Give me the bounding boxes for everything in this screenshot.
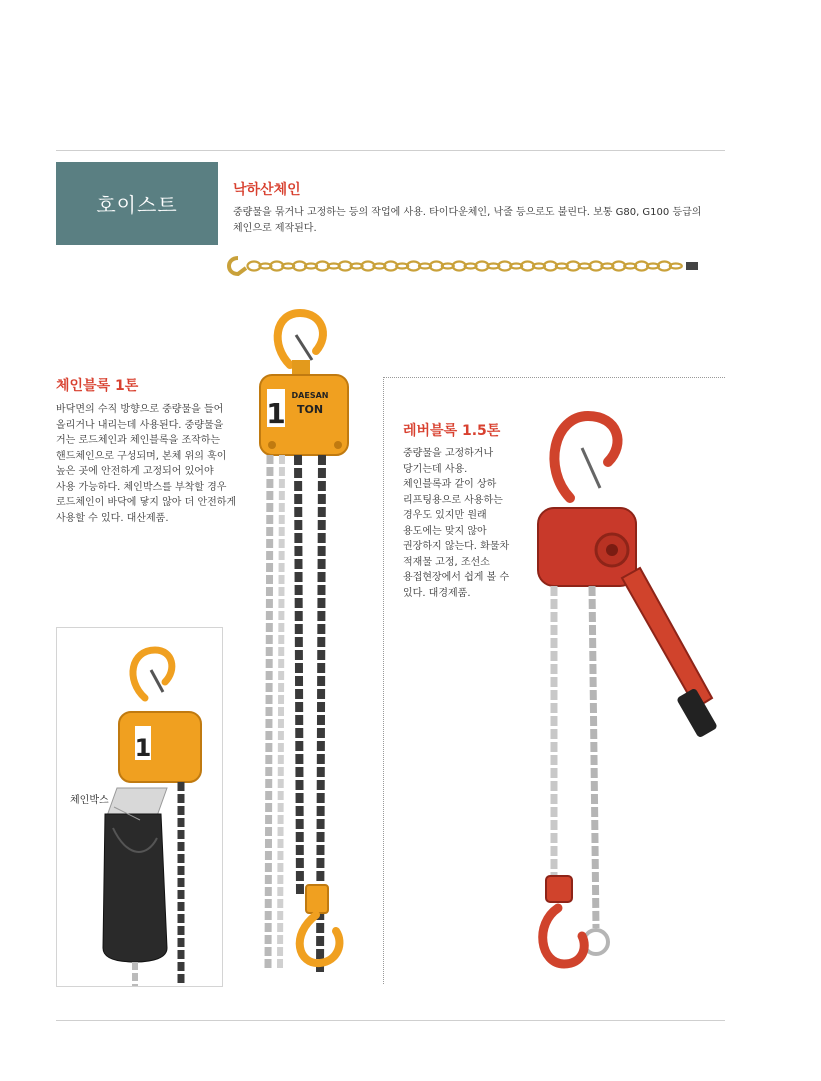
chain-block-num: 1 <box>266 397 286 430</box>
chain-box-callout: 체인박스 <box>70 795 109 806</box>
lever-block-image <box>530 408 730 978</box>
svg-text:1: 1 <box>134 734 152 762</box>
section-title: 호이스트 <box>96 193 178 217</box>
chain-block-brand: DAESAN <box>291 391 329 400</box>
lever-block-description: 중량물을 고정하거나 당기는데 사용. 체인블록과 같이 상하 리프팅용으로 사용하는 경우도 있지만 원래 용도에는 맞지 않아 권장하지 않는다. 화물차 적재물 고정, 조선소 용접현장에서 쉽게 볼 수 있다. 대경제품. <box>403 448 510 599</box>
chain-block-title: 체인블록 1톤 <box>56 378 139 394</box>
lever-block-title: 레버블록 1.5톤 <box>403 423 501 439</box>
falling-chain-description: 중량물을 묶거나 고정하는 등의 작업에 사용. 타이다운체인, 낙줄 등으로도 불린다. 보통 G80, G100 등급의 체인으로 제작된다. <box>233 207 702 234</box>
chain-block-description: 바닥면의 수직 방향으로 중량물을 들어 올리거나 내리는데 사용된다. 중량물을 거는 로드체인과 체인블록을 조작하는 핸드체인으로 구성되며, 본체 위의 훅이 높은 곳에 안전하게 고정되어 있어야 사용 가능하다. 체인박스를 부착할 경우 로드체인이 바닥에 닿지 않아 더 안전하게 사용할 수 있다. 대산제품. <box>56 404 237 524</box>
chain-block-ton: TON <box>296 403 324 416</box>
falling-chain-title: 낙하산체인 <box>233 182 301 198</box>
